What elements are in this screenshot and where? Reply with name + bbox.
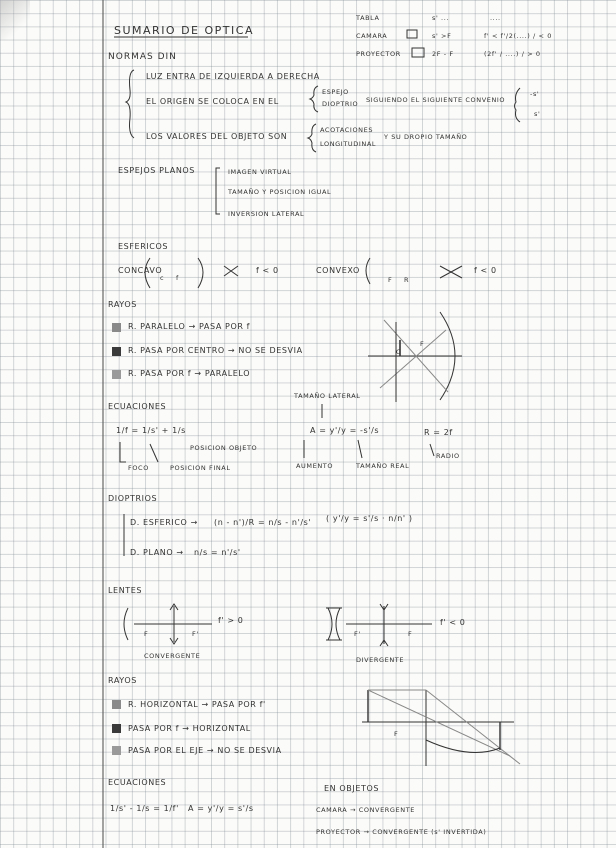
brace1-item-1: ESPEJO — [322, 88, 349, 96]
rayos1-item-3: R. PASA POR f → PARALELO — [128, 369, 251, 378]
aumento-arrow-2 — [358, 440, 362, 458]
convex-cross — [440, 266, 462, 278]
mirror-eq-note-1: POSICION OBJETO — [190, 444, 258, 452]
brace2-tail: Y SU DROPIO TAMAÑO — [384, 133, 468, 141]
concave-left-bracket — [145, 258, 150, 288]
convenio-bottom: s' — [534, 110, 541, 118]
esfericos-heading: ESFERICOS — [118, 242, 169, 251]
rayos-heading-2: RAYOS — [108, 676, 137, 685]
convexo-label-F: F — [388, 276, 393, 284]
espejos-planos-item-2: TAMAÑO Y POSICION IGUAL — [228, 188, 332, 196]
table-row-2-col-2: s' >F — [432, 32, 452, 40]
dioptrio-esferico-formula: (n - n')/R = n/s - n'/s' — [214, 518, 312, 527]
radius-equation: R = 2f — [424, 428, 453, 437]
table-row-1-col-2: s' ... — [432, 14, 450, 22]
en-objetos-item-1: CAMARA → CONVERGENTE — [316, 806, 415, 814]
mirror-eq-note-3: POSICION FINAL — [170, 464, 231, 472]
normas-heading: NORMAS DIN — [108, 52, 177, 62]
page-title: SUMARIO DE OPTICA — [114, 24, 254, 37]
aumento-note-2: TAMAÑO REAL — [356, 462, 410, 470]
lens-conv-label-F: F — [144, 630, 149, 638]
mirror-diagram-label-f: F — [420, 340, 425, 348]
radius-arrow — [430, 444, 434, 456]
table-row-3-col-3: (2f' / ....) / > 0 — [484, 50, 541, 58]
divergente-label: DIVERGENTE — [356, 656, 405, 664]
table-row-2-col-1: CAMARA — [356, 32, 388, 40]
lens-diagram-label-F: F — [394, 730, 399, 738]
espejos-planos-item-3: INVERSION LATERAL — [228, 210, 305, 218]
en-objetos-item-2: PROYECTOR → CONVERGENTE (s' INVERTIDA) — [316, 828, 487, 836]
convexo-label-R: R — [404, 276, 410, 284]
lens-equation: 1/s' - 1/s = 1/f' — [110, 804, 179, 813]
projector-doodle — [412, 48, 424, 57]
concave-mirror-curve — [198, 258, 203, 288]
dioptrios-heading: DIOPTRIOS — [108, 494, 158, 503]
div-lens-symbol — [326, 608, 342, 640]
brace1-item-2: DIOPTRIO — [322, 100, 359, 108]
camera-doodle — [407, 30, 417, 38]
rayos2-item-2: PASA POR f → HORIZONTAL — [128, 724, 251, 733]
ecuaciones-heading-2: ECUACIONES — [108, 778, 167, 787]
rayos1-item-1: R. PARALELO → PASA POR f — [128, 322, 251, 331]
dioptrio-plano-formula: n/s = n'/s' — [194, 548, 241, 557]
concavo-label-c: c — [160, 274, 165, 282]
convergente-condition: f' > 0 — [218, 616, 244, 625]
radius-note: RADIO — [436, 452, 460, 460]
aumento-equation: A = y'/y = -s'/s — [310, 426, 380, 435]
brace1-tail: SIGUIENDO EL SIGUIENTE CONVENIO — [366, 96, 506, 104]
mirror-equation: 1/f = 1/s' + 1/s — [116, 426, 186, 435]
brace1 — [310, 86, 318, 112]
concavo-label: CONCAVO — [118, 266, 163, 275]
brace2-item-2: LONGITUDINAL — [320, 140, 377, 148]
lens-conv-label-F-prime: F' — [192, 630, 199, 638]
convexo-label: CONVEXO — [316, 266, 360, 275]
lens-div-label-F: F — [408, 630, 413, 638]
brace2-item-1: ACOTACIONES — [320, 126, 374, 134]
conv-left-bracket — [124, 608, 128, 640]
divergente-condition: f' < 0 — [440, 618, 466, 627]
convex-left-bracket — [366, 258, 370, 284]
dioptrio-plano-label: D. PLANO → — [130, 548, 184, 557]
ecuaciones-heading-1: ECUACIONES — [108, 402, 167, 411]
dioptrio-esferico-label: D. ESFERICO → — [130, 518, 198, 527]
rayos-heading-1: RAYOS — [108, 300, 137, 309]
concave-cross — [224, 266, 238, 276]
rayos2-item-1: R. HORIZONTAL → PASA POR f' — [128, 700, 266, 709]
convenio-brace — [515, 88, 521, 122]
espejos-planos-heading: ESPEJOS PLANOS — [118, 166, 195, 175]
table-row-2-col-3: f' < f'/2(....) / < 0 — [484, 32, 552, 40]
normas-item-2: EL ORIGEN SE COLOCA EN EL — [146, 97, 279, 106]
table-row-3-col-1: PROYECTOR — [356, 50, 401, 58]
rayos1-item-2: R. PASA POR CENTRO → NO SE DESVIA — [128, 346, 303, 355]
table-row-1-col-3: .... — [490, 14, 501, 22]
table-row-1-col-1: TABLA — [356, 14, 380, 22]
eq-arrow-1 — [120, 442, 126, 462]
aumento-note-1: AUMENTO — [296, 462, 334, 470]
eq-arrow-2 — [150, 444, 158, 462]
table-row-3-col-2: 2F - F — [432, 50, 454, 58]
concavo-label-f: f — [176, 274, 179, 282]
mirror-eq-note-2: FOCO — [128, 464, 149, 472]
mirror-diagram-label-c: C — [396, 348, 402, 356]
normas-item-1: LUZ ENTRA DE IZQUIERDA A DERECHA — [146, 72, 320, 81]
espejos-planos-item-1: IMAGEN VIRTUAL — [228, 168, 292, 176]
dioptrio-esferico-aumento: ( y'/y = s'/s · n/n' ) — [326, 514, 413, 523]
en-objetos-heading: EN OBJETOS — [324, 784, 380, 793]
normas-brace — [126, 70, 134, 138]
normas-item-3: LOS VALORES DEL OBJETO SON — [146, 132, 288, 141]
convenio-top: -s' — [530, 90, 540, 98]
brace2 — [308, 124, 316, 152]
aumento-note-top: TAMAÑO LATERAL — [294, 392, 361, 400]
convergente-label: CONVERGENTE — [144, 652, 201, 660]
convexo-condition: f < 0 — [474, 266, 497, 275]
rayos2-item-3: PASA POR EL EJE → NO SE DESVIA — [128, 746, 282, 755]
lens-aumento-equation: A = y'/y = s'/s — [188, 804, 254, 813]
lentes-heading: LENTES — [108, 586, 143, 595]
concavo-condition: f < 0 — [256, 266, 279, 275]
lens-div-label-F-prime: F' — [354, 630, 361, 638]
espejos-brace — [216, 168, 220, 214]
